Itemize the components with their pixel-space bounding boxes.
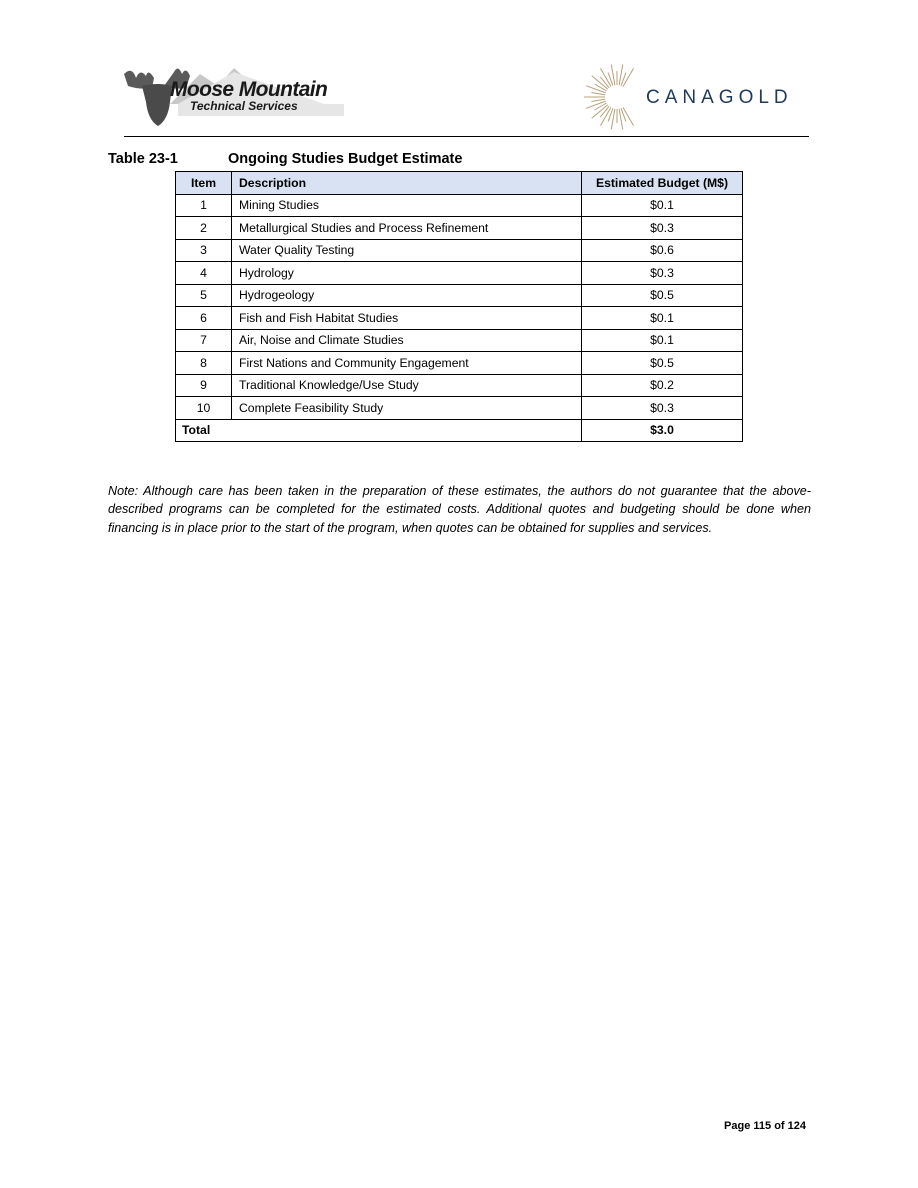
item-cell: 1 [176, 194, 232, 217]
budget-cell: $0.3 [582, 397, 743, 420]
canagold-logo [582, 62, 808, 132]
item-cell: 6 [176, 307, 232, 330]
description-cell: Traditional Knowledge/Use Study [232, 374, 582, 397]
item-cell: 7 [176, 329, 232, 352]
table-row [176, 239, 743, 262]
table-row [176, 352, 743, 375]
budget-cell: $0.5 [582, 284, 743, 307]
total-row [176, 419, 743, 442]
header-description: Description [232, 172, 582, 195]
item-cell: 5 [176, 284, 232, 307]
description-cell: Air, Noise and Climate Studies [232, 329, 582, 352]
table-row [176, 262, 743, 285]
table-row [176, 329, 743, 352]
budget-cell: $0.6 [582, 239, 743, 262]
total-label: Total [176, 419, 582, 442]
budget-cell: $0.2 [582, 374, 743, 397]
description-cell: First Nations and Community Engagement [232, 352, 582, 375]
table-row [176, 284, 743, 307]
budget-note: Note: Although care has been taken in the preparation of these estimates, the authors do not guarantee that the above-described programs can be completed for the estimated costs. Additional quotes and budgeting should be done when financing is in place prior to the start of the program, when quotes can be obtained for supplies and services. [108, 483, 811, 535]
budget-cell: $0.5 [582, 352, 743, 375]
table-number: Table 23-1 [108, 151, 178, 167]
item-cell: 4 [176, 262, 232, 285]
table-title: Ongoing Studies Budget Estimate [228, 151, 463, 167]
table-header-row [176, 172, 743, 195]
page-number: Page 115 of 124 [724, 1120, 806, 1132]
description-cell: Hydrogeology [232, 284, 582, 307]
table-row [176, 194, 743, 217]
budget-cell: $0.3 [582, 262, 743, 285]
table-row [176, 397, 743, 420]
description-cell: Hydrology [232, 262, 582, 285]
description-cell: Mining Studies [232, 194, 582, 217]
header-item: Item [176, 172, 232, 195]
canagold-wordmark: CANAGOLD [646, 87, 793, 108]
moose-mountain-wordmark: Moose Mountain [170, 78, 328, 101]
technical-services-wordmark: Technical Services [190, 99, 298, 113]
description-cell: Water Quality Testing [232, 239, 582, 262]
item-cell: 3 [176, 239, 232, 262]
item-cell: 8 [176, 352, 232, 375]
table-row [176, 374, 743, 397]
budget-cell: $0.1 [582, 307, 743, 330]
budget-cell: $0.1 [582, 194, 743, 217]
budget-cell: $0.1 [582, 329, 743, 352]
sunburst-c-icon [582, 62, 652, 132]
table-row [176, 307, 743, 330]
total-value: $3.0 [582, 419, 743, 442]
item-cell: 10 [176, 397, 232, 420]
budget-cell: $0.3 [582, 217, 743, 240]
item-cell: 9 [176, 374, 232, 397]
budget-table [175, 171, 743, 442]
moose-mountain-logo [118, 62, 344, 128]
table-row [176, 217, 743, 240]
header-rule [124, 136, 809, 137]
item-cell: 2 [176, 217, 232, 240]
header-estimated-budget: Estimated Budget (M$) [582, 172, 743, 195]
description-cell: Fish and Fish Habitat Studies [232, 307, 582, 330]
description-cell: Complete Feasibility Study [232, 397, 582, 420]
description-cell: Metallurgical Studies and Process Refinement [232, 217, 582, 240]
